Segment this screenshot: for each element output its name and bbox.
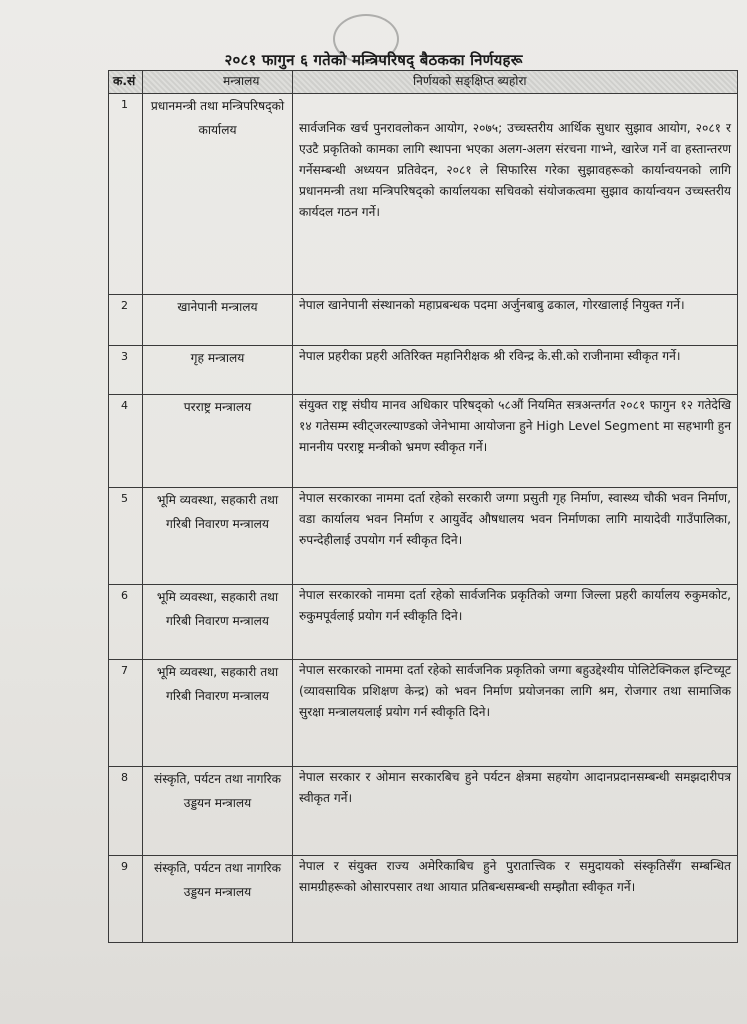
row-ministry: भूमि व्यवस्था, सहकारी तथा गरिबी निवारण मन्त्रालय <box>143 585 293 660</box>
row-serial: 9 <box>109 856 143 943</box>
table-row <box>109 585 738 660</box>
row-serial: 8 <box>109 767 143 856</box>
row-ministry: गृह मन्त्रालय <box>143 346 293 395</box>
row-decision: नेपाल सरकारको नाममा दर्ता रहेको सार्वजनिक प्रकृतिको जग्गा जिल्ला प्रहरी कार्यालय रुकुमकोट, रुकुमपूर्वलाई प्रयोग गर्न स्वीकृति दिने। <box>293 585 738 660</box>
table-row <box>109 295 738 346</box>
row-serial: 7 <box>109 660 143 767</box>
table-row <box>109 94 738 295</box>
table-row <box>109 395 738 488</box>
row-ministry: प्रधानमन्त्री तथा मन्त्रिपरिषद्को कार्यालय <box>143 94 293 295</box>
row-ministry: भूमि व्यवस्था, सहकारी तथा गरिबी निवारण मन्त्रालय <box>143 488 293 585</box>
row-decision: नेपाल सरकारको नाममा दर्ता रहेको सार्वजनिक प्रकृतिको जग्गा बहुउद्देश्यीय पोलिटेक्निकल इन्टिच्यूट (व्यावसायिक प्रशिक्षण केन्द्र) को भवन निर्माण प्रयोजनका लागि श्रम, रोजगार तथा सामाजिक सुरक्षा मन्त्रालयलाई प्रयोग गर्न स्वीकृति दिने। <box>293 660 738 767</box>
decisions-table <box>108 70 738 943</box>
row-decision: सार्वजनिक खर्च पुनरावलोकन आयोग, २०७५; उच्चस्तरीय आर्थिक सुधार सुझाव आयोग, २०८१ र एउटै प्रकृतिको कामका लागि स्थापना भएका अलग-अलग संरचना गाभ्ने, खारेज गर्ने वा हस्तान्तरण गर्नेसम्बन्धी अध्ययन प्रतिवेदन, २०८१ ले सिफारिस गरेका सुझावहरूको कार्यान्वयनको लागि प्रधानमन्त्री तथा मन्त्रिपरिषद्को कार्यालयका सचिवको संयोजकत्वमा सुझाव कार्यान्वयन उच्चस्तरीय कार्यदल गठन गर्ने। <box>293 94 738 295</box>
table-row <box>109 346 738 395</box>
row-serial: 4 <box>109 395 143 488</box>
row-decision: नेपाल र संयुक्त राज्य अमेरिकाबिच हुने पुरातात्त्विक र समुदायको संस्कृतिसँग सम्बन्धित सामग्रीहरूको ओसारपसार तथा आयात प्रतिबन्धसम्बन्धी सम्झौता स्वीकृत गर्ने। <box>293 856 738 943</box>
row-ministry: भूमि व्यवस्था, सहकारी तथा गरिबी निवारण मन्त्रालय <box>143 660 293 767</box>
row-decision: नेपाल सरकार र ओमान सरकारबिच हुने पर्यटन क्षेत्रमा सहयोग आदानप्रदानसम्बन्धी समझदारीपत्र स्वीकृत गर्ने। <box>293 767 738 856</box>
row-ministry: संस्कृति, पर्यटन तथा नागरिक उड्डयन मन्त्रालय <box>143 767 293 856</box>
row-decision: नेपाल खानेपानी संस्थानको महाप्रबन्धक पदमा अर्जुनबाबु ढकाल, गोरखालाई नियुक्त गर्ने। <box>293 295 738 346</box>
row-ministry: संस्कृति, पर्यटन तथा नागरिक उड्डयन मन्त्रालय <box>143 856 293 943</box>
header-ministry: मन्त्रालय <box>143 71 293 94</box>
row-serial: 2 <box>109 295 143 346</box>
header-decision: निर्णयको सङ्क्षिप्त ब्यहोरा <box>293 71 738 94</box>
table-row <box>109 488 738 585</box>
table-row <box>109 660 738 767</box>
row-serial: 1 <box>109 94 143 295</box>
row-serial: 3 <box>109 346 143 395</box>
page-title: २०८१ फागुन ६ गतेको मन्त्रिपरिषद् बैठकका निर्णयहरू <box>224 51 523 69</box>
row-decision: संयुक्त राष्ट्र संघीय मानव अधिकार परिषद्को ५८औं नियमित सत्रअन्तर्गत २०८१ फागुन १२ गतेदेखि १४ गतेसम्म स्वीट्जरल्याण्डको जेनेभामा आयोजना हुने High Level Segment मा सहभागी हुन माननीय परराष्ट्र मन्त्रीको भ्रमण स्वीकृत गर्ने। <box>293 395 738 488</box>
table-row <box>109 767 738 856</box>
row-ministry: परराष्ट्र मन्त्रालय <box>143 395 293 488</box>
row-serial: 5 <box>109 488 143 585</box>
row-ministry: खानेपानी मन्त्रालय <box>143 295 293 346</box>
row-decision: नेपाल सरकारका नाममा दर्ता रहेको सरकारी जग्गा प्रसुती गृह निर्माण, स्वास्थ्य चौकी भवन निर्माण, वडा कार्यालय भवन निर्माण र आयुर्वेद औषधालय भवन निर्माणका लागि मायादेवी गाउँपालिका, रुपन्देहीलाई उपयोग गर्न स्वीकृत दिने। <box>293 488 738 585</box>
header-serial: क.सं <box>109 71 143 94</box>
table-header-row <box>109 71 738 94</box>
row-serial: 6 <box>109 585 143 660</box>
row-decision: नेपाल प्रहरीका प्रहरी अतिरिक्त महानिरीक्षक श्री रविन्द्र के.सी.को राजीनामा स्वीकृत गर्ने। <box>293 346 738 395</box>
table-row <box>109 856 738 943</box>
